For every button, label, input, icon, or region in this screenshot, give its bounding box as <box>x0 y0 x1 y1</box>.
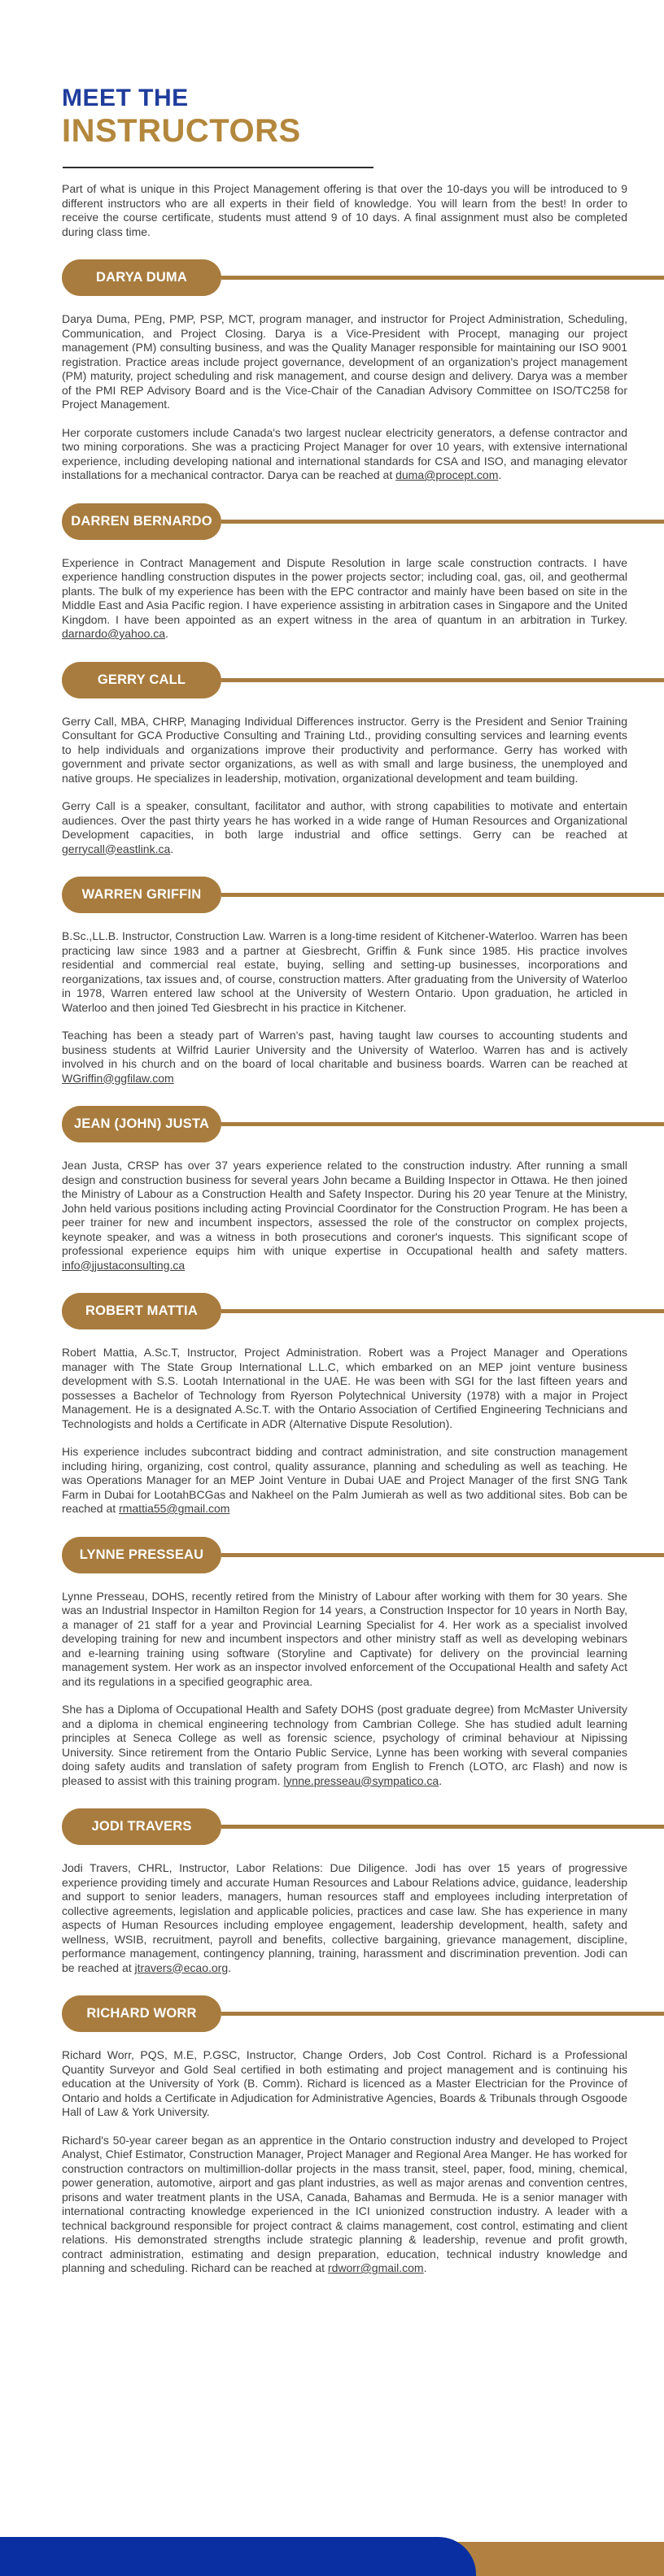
instructor-name-badge <box>62 662 221 698</box>
instructor-name: GERRY CALL <box>97 672 186 687</box>
instructor-bio <box>62 556 627 642</box>
instructor-name-badge <box>62 1537 221 1573</box>
instructor-section <box>62 259 627 483</box>
bio-paragraph: B.Sc.,LL.B. Instructor, Construction Law. Warren is a long-time resident of Kitchener-Waterloo. Warren has been practicing law since 1983 and a partner at Giesbrecht, Griffin & Funk since 1985. His practice involves residential and commercial real estate, buying, selling and setting-up businesses, incorporations and reorganizations, tax issues and, of course, construction matters. After graduating from the University of Waterloo in 1978, Warren entered law school at the University of Western Ontario. Upon graduation, he articled in Waterloo and then joined Ted Giesbrecht in his practice in Kitchener. <box>62 929 627 1014</box>
instructor-badge-row <box>62 662 664 698</box>
instructor-bio <box>62 1346 627 1516</box>
instructor-section <box>62 1808 627 1975</box>
instructor-name: LYNNE PRESSEAU <box>79 1547 204 1562</box>
badge-rule <box>221 893 664 897</box>
instructor-badge-row <box>62 1106 664 1142</box>
email-link[interactable]: lynne.presseau@sympatico.ca <box>283 1773 439 1787</box>
badge-rule <box>221 1825 664 1829</box>
bio-paragraph: Gerry Call is a speaker, consultant, facilitator and author, with strong capabilities to motivate and entertain audiences. Over the past thirty years he has worked in a wide range of Human Resources and Organizational Development capacities, in both large industrial and office settings. Gerry can be reached at gerrycall@eastlink.ca. <box>62 799 627 855</box>
instructor-badge-row <box>62 503 664 540</box>
page-title-line2: INSTRUCTORS <box>62 113 301 149</box>
instructor-name-badge <box>62 1995 221 2032</box>
badge-rule <box>221 1122 664 1126</box>
instructor-section <box>62 1995 627 2276</box>
instructor-name-badge <box>62 1293 221 1329</box>
instructor-name: DARYA DUMA <box>95 270 187 285</box>
instructor-name: RICHARD WORR <box>86 2006 197 2021</box>
instructor-badge-row <box>62 259 664 296</box>
instructor-name-badge <box>62 877 221 913</box>
email-link[interactable]: rdworr@gmail.com <box>327 2261 424 2274</box>
badge-rule <box>221 1309 664 1313</box>
instructor-bio <box>62 1159 627 1273</box>
email-link[interactable]: info@jjustaconsulting.ca <box>62 1258 186 1272</box>
instructor-badge-row <box>62 1808 664 1845</box>
intro-paragraph: Part of what is unique in this Project Management offering is that over the 10-days you will be introduced to 9 different instructors who are all experts in their field of knowledge. You will learn from the best! In order to receive the course certificate, students must attend 9 of 10 days. A final assignment must also be completed during class time. <box>62 182 627 238</box>
instructor-name: ROBERT MATTIA <box>85 1303 198 1318</box>
badge-rule <box>221 2012 664 2016</box>
email-link[interactable]: duma@procept.com <box>395 468 499 481</box>
instructor-bio <box>62 2048 627 2276</box>
bio-paragraph: She has a Diploma of Occupational Health and Safety DOHS (post graduate degree) from McMaster University and a diploma in chemical engineering technology from Cambrian College. She has studied adult learning principles at Seneca College as well as forensic science, psychology of criminal behaviour at Nipissing University. Since retirement from the Ontario Public Service, Lynne has been working with several companies doing safety audits and translation of safety program from English to French (LOTO, arc Flash) and now is pleased to assist with this training program. lynne.presseau@sympatico.ca. <box>62 1703 627 1787</box>
title-divider <box>63 167 374 168</box>
instructor-badge-row <box>62 1293 664 1329</box>
badge-rule <box>221 678 664 682</box>
instructor-bio <box>62 1590 627 1789</box>
instructor-section <box>62 662 627 857</box>
instructor-name: DARREN BERNARDO <box>71 513 212 529</box>
email-link[interactable]: rmattia55@gmail.com <box>119 1502 230 1515</box>
instructor-name-badge <box>62 259 221 296</box>
bio-paragraph: Robert Mattia, A.Sc.T, Instructor, Project Administration. Robert was a Project Manager and Operations manager with The State Group International L.L.C, which embarked on an MEP joint venture business development with S.S. Lootah International in the UAE. He was been with SGI for the last fifteen years and possesses a Bachelor of Technology from Ryerson Polytechnical University (1978) with a major in Project Management. He is a designated A.Sc.T. with the Ontario Association of Certified Engineering Technicians and Technologists and holds a Certificate in ADR (Alternative Dispute Resolution). <box>62 1346 627 1430</box>
instructor-badge-row <box>62 1537 664 1573</box>
bio-paragraph: Richard Worr, PQS, M.E, P.GSC, Instructor, Change Orders, Job Cost Control. Richard is a Professional Quantity Surveyor and Gold Seal certified in both estimating and project management and is continuing his education at the University of York (B. Comm). Richard is licenced as a Master Electrician for the Province of Ontario and holds a Certificate in Adjudication for Administrative Agencies, Boards & Tribunals through Osgoode Hall of Law & York University. <box>62 2048 627 2118</box>
instructors-list <box>62 259 627 2276</box>
page-title-line1: MEET THE <box>62 85 189 111</box>
instructor-name: JODI TRAVERS <box>91 1819 192 1834</box>
bio-paragraph: Richard's 50-year career began as an apprentice in the Ontario construction industry and developed to Project Analyst, Chief Estimator, Construction Manager, Project Manager and Regional Area Manger. He has worked for construction contractors on multimillion-dollar projects in the mass transit, steel, paper, food, mining, chemical, power generation, automotive, airport and gas plant industries, as well as major arenas and convention centres, prisons and water treatment plants in the USA, Canada, Bahamas and Bermuda. He is a senior manager with international contracting knowledge experienced in the ICI unionized construction industry. A leader with a technical background responsible for project contract & claims management, cost control, estimating and client relations. His demonstrated strengths include strategic planning & leadership, revenue and profit growth, contract administration, estimating and design preparation, education, technical industry knowledge and planning and scheduling. Richard can be reached at rdworr@gmail.com. <box>62 2133 627 2274</box>
bio-paragraph: Teaching has been a steady part of Warren's past, having taught law courses to accounting students and business students at Wilfrid Laurier University and the University of Waterloo. Warren has and is actively involved in his church and on the board of local charitable and business boards. Warren can be reached at WGriffin@ggfilaw.com <box>62 1029 627 1085</box>
email-link[interactable]: WGriffin@ggfilaw.com <box>62 1071 174 1085</box>
bio-paragraph: Experience in Contract Management and Dispute Resolution in large scale construction contracts. I have experience handling construction disputes in the power projects sector; including coal, gas, oil, and geothermal plants. The bulk of my experience has been with the EPC contractor and mainly have been based on site in the Middle East and Asia Pacific region. I have experience assisting in arbitration cases in Singapore and the United Kingdom. I have been appointed as an expert witness in the area of quantum in an arbitration in Turkey. darnardo@yahoo.ca. <box>62 555 627 640</box>
bio-paragraph: Jodi Travers, CHRL, Instructor, Labor Relations: Due Diligence. Jodi has over 15 years of progressive experience providing timely and accurate Human Resources and Labour Relations advice, guidance, leadership and support to senior leaders, managers, human resources staff and employees including interpretation of collective agreements, legislation and applicable policies, practices and case law. She has experience in many aspects of Human Resources including employee engagement, leadership development, health, safety and wellness, WSIB, recruitment, payroll and benefits, collective bargaining, grievance management, discipline, performance management, contingency planning, training, harassment and discrimination prevention. Jodi can be reached at jtravers@ecao.org. <box>62 1861 627 1974</box>
instructor-badge-row <box>62 877 664 913</box>
instructor-bio <box>62 715 627 857</box>
bio-paragraph: Gerry Call, MBA, CHRP, Managing Individual Differences instructor. Gerry is the President and Senior Training Consultant for GCA Productive Consulting and Training Ltd., providing consulting services and learning events to help individuals and organizations improve their productivity and performance. Gerry has worked with government and private sector organizations, as well as with small and large business, the unemployed and native groups. He specializes in leadership, motivation, organizational development and team building. <box>62 714 627 785</box>
bio-paragraph: Her corporate customers include Canada's two largest nuclear electricity generators, a defense contractor and two mining corporations. She was a practicing Project Manager for over 10 years, with extensive international experience, including developing national and international standards for CSA and ISO, and managing elevator installations for a mechanical contractor. Darya can be reached at duma@procept.com. <box>62 425 627 481</box>
bio-paragraph: Lynne Presseau, DOHS, recently retired from the Ministry of Labour after working with them for 30 years. She was an Industrial Inspector in Hamilton Region for 14 years, a Construction Inspector for 10 years in North Bay, a manager of 21 staff for a year and Provincial Learning Specialist for 4. Her work as a specialist involved developing training for new and incumbent inspectors and other ministry staff as well as developing webinars and e-learning training using software (Storyline and Captivate) for delivery on the provincial learning management system. Her work as an inspector involved enforcement of the Occupational Health and safety Act and its regulations in a specified geographic area. <box>62 1589 627 1688</box>
badge-rule <box>221 520 664 524</box>
instructor-bio <box>62 929 627 1086</box>
page-header <box>62 85 627 239</box>
instructor-section <box>62 1537 627 1789</box>
instructor-bio <box>62 1861 627 1975</box>
email-link[interactable]: jtravers@ecao.org <box>134 1960 229 1974</box>
instructor-bio <box>62 312 627 483</box>
instructor-name-badge <box>62 1808 221 1845</box>
bio-paragraph: His experience includes subcontract bidding and contract administration, and site construction management including hiring, organizing, cost control, quality assurance, planning and scheduling as well as teaching. He was Operations Manager for an MEP Joint Venture in Dubai UAE and Project Manager of the first SNG Tank Farm in Dubai for LootahBCGas and Nakheel on the Palm Jumierah as well as two additional sites. Bob can be reached at rmattia55@gmail.com <box>62 1445 627 1515</box>
bio-paragraph: Jean Justa, CRSP has over 37 years experience related to the construction industry. After running a small design and construction business for several years John became a Building Inspector in Ottawa. He then joined the Ministry of Labour as a Construction Health and Safety Inspector. During his 20 year Tenure at the Ministry, John held various positions including acting Provincial Coordinator for the Construction Program. He has been a peer trainer for new and incumbent inspectors, assessed the role of the constructor on complex projects, keynote speaker, and was a witness in both prosecutions and coroner's inquests. This significant scope of professional experience equips him with unique expertise in Occupational health and safety matters. info@jjustaconsulting.ca <box>62 1159 627 1272</box>
instructor-section <box>62 1293 627 1516</box>
instructor-name-badge <box>62 503 221 540</box>
instructor-name: WARREN GRIFFIN <box>81 887 202 902</box>
badge-rule <box>221 1553 664 1557</box>
instructor-section <box>62 1106 627 1273</box>
email-link[interactable]: darnardo@yahoo.ca <box>62 627 166 640</box>
instructor-badge-row <box>62 1995 664 2032</box>
bio-paragraph: Darya Duma, PEng, PMP, PSP, MCT, program manager, and instructor for Project Administration, Scheduling, Communication, and Project Closing. Darya is a Vice-President with Procept, managing our project management (PM) consulting business, and was the Quality Manager responsible for maintaining our ISO 9001 registration. Practice areas include project governance, development of an organization's project management (PM) maturity, project scheduling and risk management, and course design and delivery. Darya was a member of the PMI REP Advisory Board and is the Vice-Chair of the Canadian Advisory Committee on ISO/TC258 for Project Management. <box>62 312 627 411</box>
instructor-section <box>62 877 627 1086</box>
instructor-name: JEAN (JOHN) JUSTA <box>73 1116 210 1131</box>
badge-rule <box>221 276 664 280</box>
instructor-name-badge <box>62 1106 221 1142</box>
footer-blue-bar <box>0 2537 476 2576</box>
instructor-section <box>62 503 627 642</box>
page-footer <box>0 2537 664 2576</box>
email-link[interactable]: gerrycall@eastlink.ca <box>62 842 171 855</box>
